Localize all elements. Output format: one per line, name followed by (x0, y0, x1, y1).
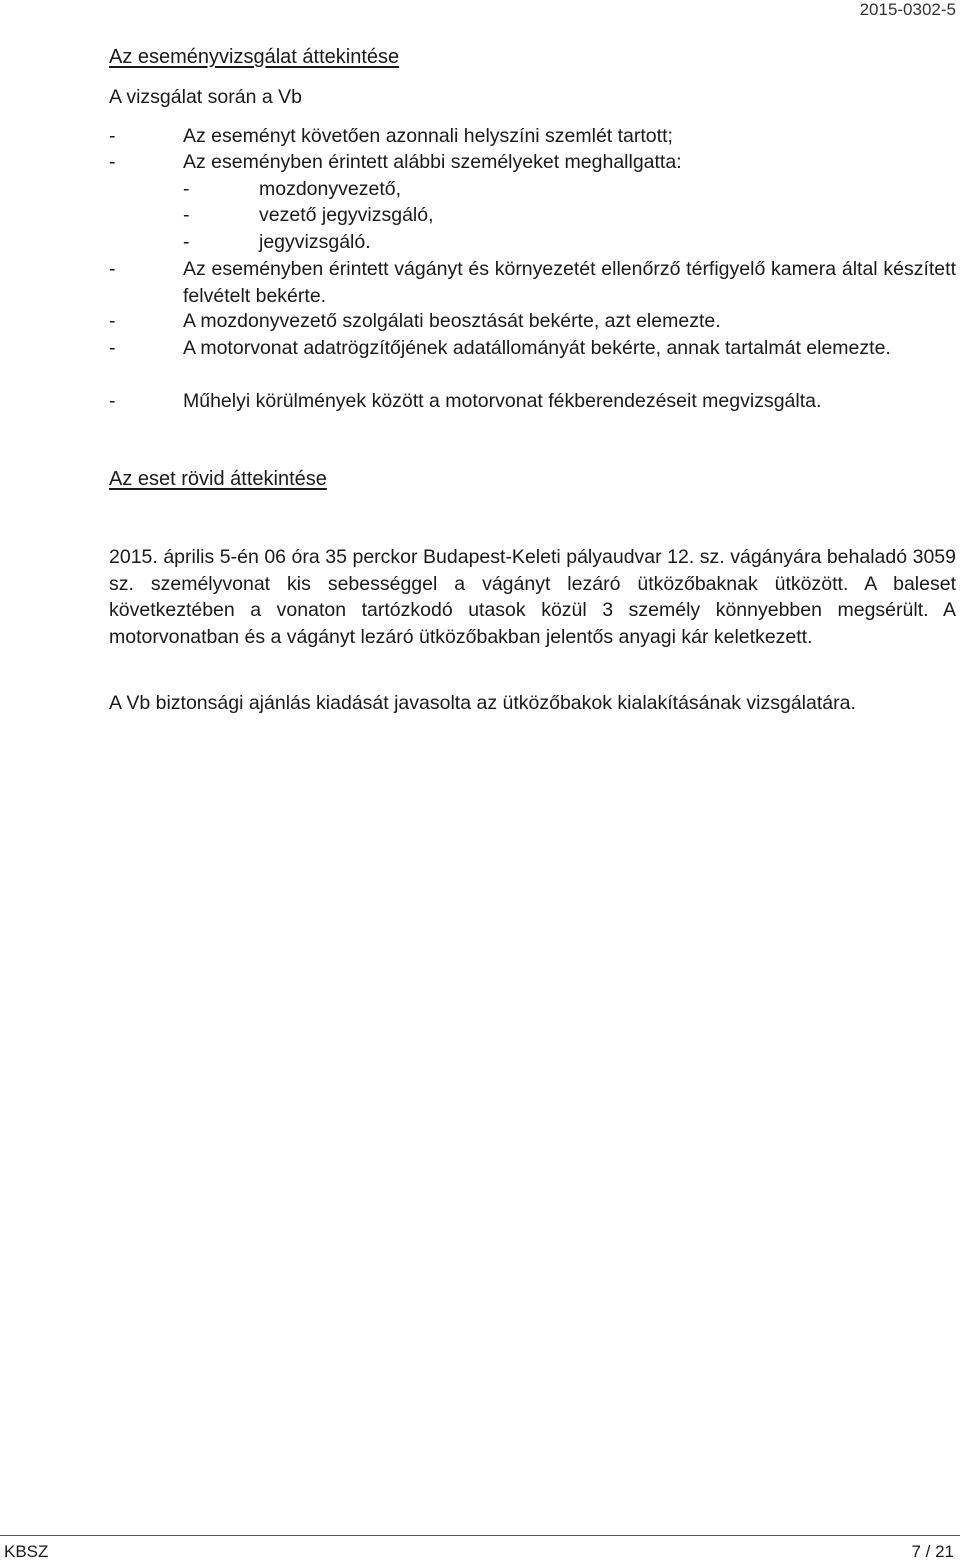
footer-organization: KBSZ (4, 1542, 49, 1561)
list-item-text: Műhelyi körülmények között a motorvonat fékberendezéseit megvizsgálta. (183, 390, 822, 412)
intro-text: A vizsgálat során a Vb (109, 86, 302, 108)
sub-list-item-text: vezető jegyvizsgáló, (259, 204, 434, 226)
recommendation-paragraph: A Vb biztonsági ajánlás kiadását javasolta az ütközőbakok kialakításának vizsgálatára. (109, 692, 856, 714)
list-item (109, 308, 956, 335)
sub-list-item (183, 229, 371, 256)
list-item (109, 388, 956, 415)
list-dash: - (109, 337, 116, 359)
list-item (109, 149, 956, 176)
list-item (109, 123, 956, 150)
section-title-brief-overview: Az eset rövid áttekintése (109, 468, 327, 490)
list-dash: - (109, 258, 116, 280)
list-item (109, 256, 956, 309)
list-item-text: Az eseményben érintett alábbi személyeket meghallgatta: (183, 151, 682, 173)
document-id: 2015-0302-5 (859, 0, 956, 19)
list-dash: - (183, 204, 190, 226)
page-number: 7 / 21 (911, 1542, 954, 1561)
list-item (109, 335, 956, 362)
sub-list-item-text: mozdonyvezető, (259, 178, 401, 200)
list-item-text: A mozdonyvezető szolgálati beosztását bekérte, azt elemezte. (183, 310, 721, 332)
sub-list-item-text: jegyvizsgáló. (259, 231, 371, 253)
list-item-text: Az eseményt követően azonnali helyszíni szemlét tartott; (183, 125, 673, 147)
list-dash: - (183, 231, 190, 253)
section-title-investigation-overview: Az eseményvizsgálat áttekintése (109, 46, 400, 68)
list-dash: - (183, 178, 190, 200)
list-dash: - (109, 310, 116, 332)
sub-list-item (183, 176, 401, 203)
list-item-text: A motorvonat adatrögzítőjének adatállományát bekérte, annak tartalmát elemezte. (183, 337, 891, 359)
list-dash: - (109, 151, 116, 173)
page-footer (0, 1535, 960, 1562)
sub-list-item (183, 202, 434, 229)
list-dash: - (109, 390, 116, 412)
list-item-text: Az eseményben érintett vágányt és környezetét ellenőrző térfigyelő kamera által készített felvételt bekérte. (183, 258, 956, 307)
list-dash: - (109, 125, 116, 147)
summary-paragraph: 2015. április 5-én 06 óra 35 perckor Budapest-Keleti pályaudvar 12. sz. vágányára behaladó 3059 sz. személyvonat kis sebességgel a vágányt lezáró ütközőbaknak ütközött. A baleset következtében a vonaton tartózkodó utasok közül 3 személy könnyebben megsérült. A motorvonatban és a vágányt lezáró ütközőbakban jelentős anyagi kár keletkezett. (109, 546, 956, 648)
